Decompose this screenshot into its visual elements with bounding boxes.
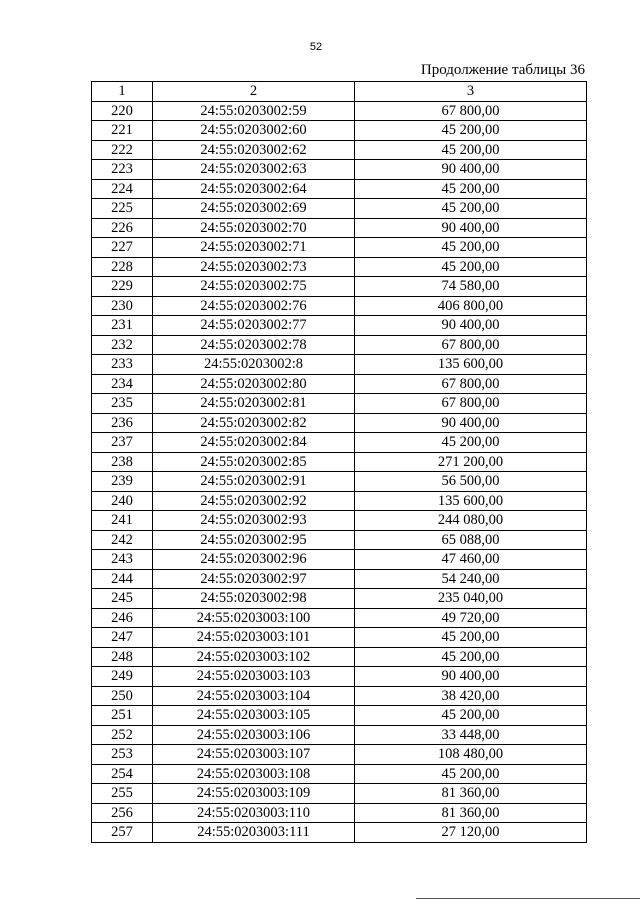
row-number-cell: 225 bbox=[92, 199, 153, 219]
table-row bbox=[92, 160, 587, 180]
value-cell: 235 040,00 bbox=[355, 589, 587, 609]
value-cell: 56 500,00 bbox=[355, 472, 587, 492]
cadastral-number-cell: 24:55:0203003:105 bbox=[153, 706, 355, 726]
table-row bbox=[92, 589, 587, 609]
row-number-cell: 222 bbox=[92, 140, 153, 160]
table-row bbox=[92, 316, 587, 336]
table-row bbox=[92, 530, 587, 550]
cadastral-number-cell: 24:55:0203003:111 bbox=[153, 823, 355, 843]
row-number-cell: 249 bbox=[92, 667, 153, 687]
row-number-cell: 243 bbox=[92, 550, 153, 570]
cadastral-number-cell: 24:55:0203002:76 bbox=[153, 296, 355, 316]
cadastral-number-cell: 24:55:0203002:93 bbox=[153, 511, 355, 531]
cadastral-number-cell: 24:55:0203002:69 bbox=[153, 199, 355, 219]
cadastral-number-cell: 24:55:0203003:108 bbox=[153, 764, 355, 784]
row-number-cell: 247 bbox=[92, 628, 153, 648]
cadastral-value-table bbox=[91, 81, 587, 843]
table-row bbox=[92, 608, 587, 628]
row-number-cell: 232 bbox=[92, 335, 153, 355]
cadastral-number-cell: 24:55:0203003:102 bbox=[153, 647, 355, 667]
value-cell: 90 400,00 bbox=[355, 413, 587, 433]
row-number-cell: 228 bbox=[92, 257, 153, 277]
value-cell: 108 480,00 bbox=[355, 745, 587, 765]
value-cell: 135 600,00 bbox=[355, 355, 587, 375]
table-continuation-label: Продолжение таблицы 36 bbox=[420, 62, 585, 78]
table-row bbox=[92, 218, 587, 238]
value-cell: 45 200,00 bbox=[355, 628, 587, 648]
value-cell: 54 240,00 bbox=[355, 569, 587, 589]
table-header-row bbox=[92, 82, 587, 102]
value-cell: 406 800,00 bbox=[355, 296, 587, 316]
value-cell: 90 400,00 bbox=[355, 667, 587, 687]
row-number-cell: 251 bbox=[92, 706, 153, 726]
row-number-cell: 237 bbox=[92, 433, 153, 453]
value-cell: 45 200,00 bbox=[355, 257, 587, 277]
table-row bbox=[92, 550, 587, 570]
row-number-cell: 226 bbox=[92, 218, 153, 238]
value-cell: 67 800,00 bbox=[355, 374, 587, 394]
cadastral-number-cell: 24:55:0203003:100 bbox=[153, 608, 355, 628]
table-row bbox=[92, 374, 587, 394]
row-number-cell: 240 bbox=[92, 491, 153, 511]
value-cell: 27 120,00 bbox=[355, 823, 587, 843]
value-cell: 90 400,00 bbox=[355, 316, 587, 336]
cadastral-number-cell: 24:55:0203002:73 bbox=[153, 257, 355, 277]
row-number-cell: 221 bbox=[92, 121, 153, 141]
value-cell: 81 360,00 bbox=[355, 803, 587, 823]
row-number-cell: 257 bbox=[92, 823, 153, 843]
value-cell: 135 600,00 bbox=[355, 491, 587, 511]
cadastral-number-cell: 24:55:0203002:96 bbox=[153, 550, 355, 570]
cadastral-number-cell: 24:55:0203002:70 bbox=[153, 218, 355, 238]
row-number-cell: 230 bbox=[92, 296, 153, 316]
row-number-cell: 233 bbox=[92, 355, 153, 375]
row-number-cell: 245 bbox=[92, 589, 153, 609]
value-cell: 45 200,00 bbox=[355, 764, 587, 784]
table-row bbox=[92, 413, 587, 433]
row-number-cell: 250 bbox=[92, 686, 153, 706]
table-row bbox=[92, 745, 587, 765]
table-row bbox=[92, 569, 587, 589]
cadastral-number-cell: 24:55:0203003:101 bbox=[153, 628, 355, 648]
table-row bbox=[92, 472, 587, 492]
table-row bbox=[92, 725, 587, 745]
value-cell: 45 200,00 bbox=[355, 647, 587, 667]
value-cell: 65 088,00 bbox=[355, 530, 587, 550]
row-number-cell: 254 bbox=[92, 764, 153, 784]
cadastral-number-cell: 24:55:0203002:62 bbox=[153, 140, 355, 160]
cadastral-number-cell: 24:55:0203003:110 bbox=[153, 803, 355, 823]
page-number: 52 bbox=[309, 41, 323, 53]
table-row bbox=[92, 121, 587, 141]
table-body bbox=[92, 101, 587, 842]
value-cell: 47 460,00 bbox=[355, 550, 587, 570]
footer-rule bbox=[416, 898, 640, 899]
table-row bbox=[92, 667, 587, 687]
row-number-cell: 252 bbox=[92, 725, 153, 745]
table-row bbox=[92, 803, 587, 823]
value-cell: 74 580,00 bbox=[355, 277, 587, 297]
value-cell: 33 448,00 bbox=[355, 725, 587, 745]
value-cell: 45 200,00 bbox=[355, 199, 587, 219]
row-number-cell: 229 bbox=[92, 277, 153, 297]
value-cell: 271 200,00 bbox=[355, 452, 587, 472]
cadastral-number-cell: 24:55:0203002:77 bbox=[153, 316, 355, 336]
table-row bbox=[92, 491, 587, 511]
value-cell: 45 200,00 bbox=[355, 238, 587, 258]
table-row bbox=[92, 764, 587, 784]
table-row bbox=[92, 433, 587, 453]
row-number-cell: 235 bbox=[92, 394, 153, 414]
table-row bbox=[92, 647, 587, 667]
cadastral-number-cell: 24:55:0203002:95 bbox=[153, 530, 355, 550]
value-cell: 45 200,00 bbox=[355, 179, 587, 199]
value-cell: 81 360,00 bbox=[355, 784, 587, 804]
cadastral-number-cell: 24:55:0203002:60 bbox=[153, 121, 355, 141]
value-cell: 45 200,00 bbox=[355, 121, 587, 141]
cadastral-number-cell: 24:55:0203003:107 bbox=[153, 745, 355, 765]
table-row bbox=[92, 277, 587, 297]
value-cell: 67 800,00 bbox=[355, 335, 587, 355]
row-number-cell: 256 bbox=[92, 803, 153, 823]
table-row bbox=[92, 238, 587, 258]
row-number-cell: 248 bbox=[92, 647, 153, 667]
column-header-number: 1 bbox=[92, 82, 153, 102]
table-row bbox=[92, 394, 587, 414]
table-row bbox=[92, 784, 587, 804]
table-row bbox=[92, 628, 587, 648]
value-cell: 38 420,00 bbox=[355, 686, 587, 706]
cadastral-number-cell: 24:55:0203002:82 bbox=[153, 413, 355, 433]
table-row bbox=[92, 257, 587, 277]
cadastral-number-cell: 24:55:0203002:91 bbox=[153, 472, 355, 492]
row-number-cell: 238 bbox=[92, 452, 153, 472]
row-number-cell: 246 bbox=[92, 608, 153, 628]
row-number-cell: 220 bbox=[92, 101, 153, 121]
cadastral-number-cell: 24:55:0203002:97 bbox=[153, 569, 355, 589]
cadastral-number-cell: 24:55:0203002:64 bbox=[153, 179, 355, 199]
row-number-cell: 255 bbox=[92, 784, 153, 804]
column-header-value: 3 bbox=[355, 82, 587, 102]
cadastral-number-cell: 24:55:0203002:85 bbox=[153, 452, 355, 472]
value-cell: 49 720,00 bbox=[355, 608, 587, 628]
row-number-cell: 227 bbox=[92, 238, 153, 258]
row-number-cell: 239 bbox=[92, 472, 153, 492]
row-number-cell: 224 bbox=[92, 179, 153, 199]
cadastral-number-cell: 24:55:0203003:106 bbox=[153, 725, 355, 745]
cadastral-number-cell: 24:55:0203002:71 bbox=[153, 238, 355, 258]
cadastral-number-cell: 24:55:0203003:104 bbox=[153, 686, 355, 706]
table-row bbox=[92, 179, 587, 199]
cadastral-number-cell: 24:55:0203003:103 bbox=[153, 667, 355, 687]
row-number-cell: 244 bbox=[92, 569, 153, 589]
cadastral-number-cell: 24:55:0203003:109 bbox=[153, 784, 355, 804]
value-cell: 90 400,00 bbox=[355, 218, 587, 238]
table-row bbox=[92, 355, 587, 375]
value-cell: 45 200,00 bbox=[355, 706, 587, 726]
table-row bbox=[92, 823, 587, 843]
cadastral-number-cell: 24:55:0203002:92 bbox=[153, 491, 355, 511]
value-cell: 45 200,00 bbox=[355, 140, 587, 160]
value-cell: 244 080,00 bbox=[355, 511, 587, 531]
row-number-cell: 242 bbox=[92, 530, 153, 550]
cadastral-number-cell: 24:55:0203002:98 bbox=[153, 589, 355, 609]
row-number-cell: 253 bbox=[92, 745, 153, 765]
table-row bbox=[92, 101, 587, 121]
cadastral-number-cell: 24:55:0203002:75 bbox=[153, 277, 355, 297]
value-cell: 67 800,00 bbox=[355, 101, 587, 121]
column-header-cadastral-number: 2 bbox=[153, 82, 355, 102]
table-row bbox=[92, 511, 587, 531]
table-row bbox=[92, 452, 587, 472]
cadastral-number-cell: 24:55:0203002:80 bbox=[153, 374, 355, 394]
row-number-cell: 234 bbox=[92, 374, 153, 394]
row-number-cell: 223 bbox=[92, 160, 153, 180]
row-number-cell: 241 bbox=[92, 511, 153, 531]
cadastral-number-cell: 24:55:0203002:84 bbox=[153, 433, 355, 453]
cadastral-number-cell: 24:55:0203002:78 bbox=[153, 335, 355, 355]
table-row bbox=[92, 199, 587, 219]
table-row bbox=[92, 335, 587, 355]
table-row bbox=[92, 140, 587, 160]
table-row bbox=[92, 296, 587, 316]
cadastral-number-cell: 24:55:0203002:63 bbox=[153, 160, 355, 180]
value-cell: 45 200,00 bbox=[355, 433, 587, 453]
cadastral-number-cell: 24:55:0203002:81 bbox=[153, 394, 355, 414]
row-number-cell: 236 bbox=[92, 413, 153, 433]
value-cell: 67 800,00 bbox=[355, 394, 587, 414]
value-cell: 90 400,00 bbox=[355, 160, 587, 180]
row-number-cell: 231 bbox=[92, 316, 153, 336]
table-row bbox=[92, 706, 587, 726]
cadastral-number-cell: 24:55:0203002:59 bbox=[153, 101, 355, 121]
cadastral-number-cell: 24:55:0203002:8 bbox=[153, 355, 355, 375]
table-row bbox=[92, 686, 587, 706]
